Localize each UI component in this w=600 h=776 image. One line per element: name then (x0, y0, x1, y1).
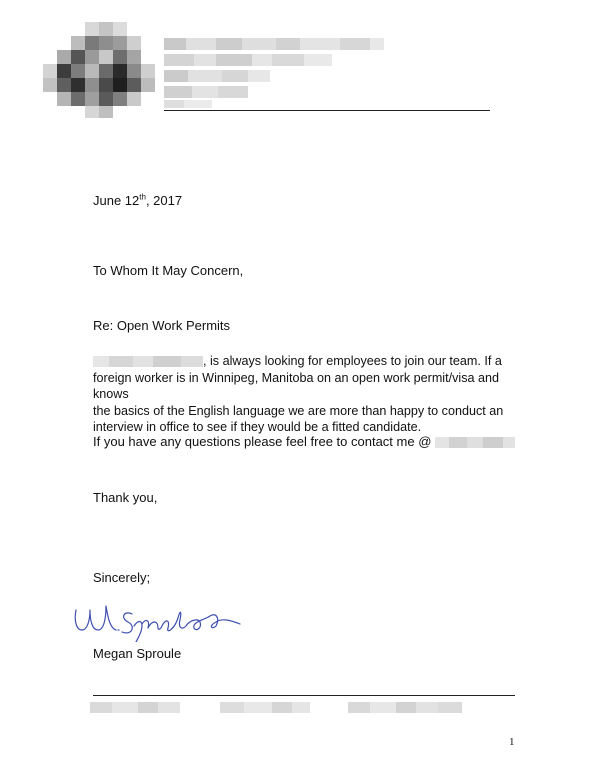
salutation: To Whom It May Concern, (93, 263, 244, 278)
body-line-1-text: , is always looking for employees to join our team. If a (203, 354, 502, 368)
body-line-4: interview in office to see if they would be a fitted candidate. (93, 420, 422, 434)
contact-line (93, 433, 515, 450)
footer-divider (93, 695, 515, 696)
closing: Sincerely; (93, 570, 151, 585)
subject-line: Re: Open Work Permits (93, 318, 231, 333)
body-line-3: the basics of the English language we are more than happy to conduct an (93, 403, 504, 418)
date-year: , 2017 (145, 193, 183, 208)
thank-you: Thank you, (93, 490, 158, 505)
contact-text: If you have any questions please feel free to contact me @ (93, 434, 432, 449)
date-ordinal-suffix: th (139, 192, 146, 202)
company-logo-redacted (40, 22, 160, 118)
date-month-day: June 12 (93, 193, 140, 208)
letterhead-redacted (164, 38, 384, 110)
page-number: 1 (509, 736, 515, 748)
signer-name: Megan Sproule (93, 646, 182, 661)
redacted-contact-info (435, 435, 515, 446)
letter-body (93, 353, 523, 436)
letterhead-divider (164, 110, 490, 111)
body-line-2: foreign worker is in Winnipeg, Manitoba on an open work permit/visa and knows (93, 370, 500, 401)
body-line-1 (93, 353, 523, 370)
handwritten-signature (70, 596, 280, 642)
redacted-company-name (93, 355, 203, 366)
footer-redacted (90, 701, 530, 715)
letter-date (93, 192, 182, 209)
